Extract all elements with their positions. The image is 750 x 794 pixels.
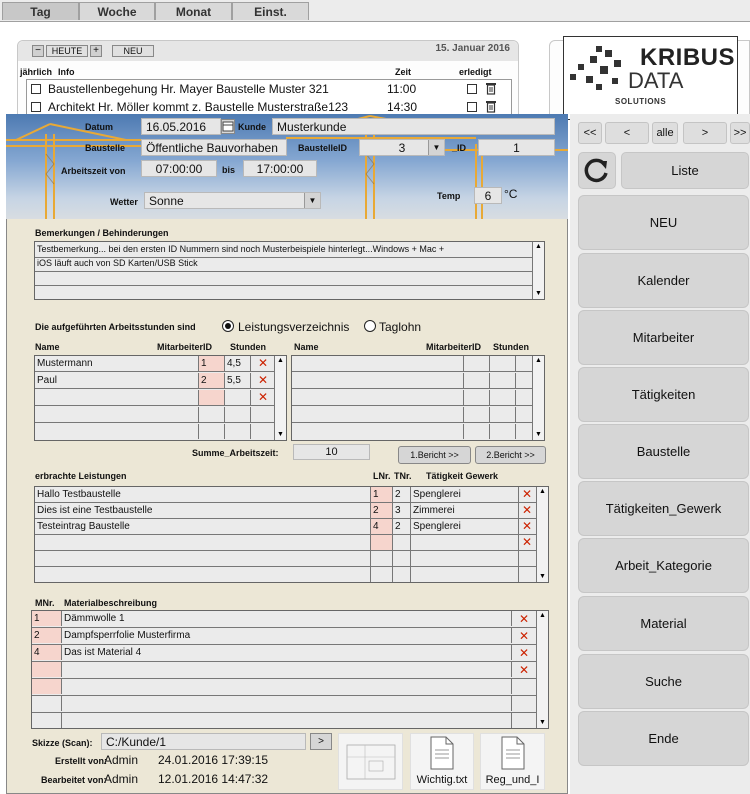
delete-x-icon[interactable]: ✕ (518, 612, 530, 626)
nav-all-button[interactable]: alle (652, 122, 678, 144)
hours-question: Die aufgeführten Arbeitsstunden sind (35, 322, 196, 332)
id-field[interactable]: 1 (478, 139, 555, 156)
erstellt-by: Admin (104, 753, 139, 767)
baustelle-button[interactable]: Baustelle (578, 424, 749, 479)
col-stunden: Stunden (493, 342, 529, 352)
entry-done-checkbox[interactable] (467, 84, 477, 94)
employee-id: 2 (199, 373, 225, 388)
col-materialbeschreibung: Materialbeschreibung (64, 598, 158, 608)
refresh-icon (579, 153, 615, 188)
col-mnr: MNr. (35, 598, 55, 608)
tab-tag[interactable]: Tag (2, 2, 79, 20)
table-row[interactable] (35, 373, 286, 389)
arbeitszeit-von-field[interactable]: 07:00:00 (141, 160, 217, 177)
bearbeitet-at: 12.01.2016 14:47:32 (158, 772, 269, 786)
nav-prev-button[interactable]: < (605, 122, 649, 144)
scroll-up-icon[interactable]: ▲ (277, 357, 284, 364)
scroll-down-icon[interactable]: ▼ (535, 431, 542, 438)
employee-name: Paul (35, 373, 199, 388)
service-text: Testeintrag Baustelle (35, 519, 371, 534)
calendar-entry-info[interactable]: Baustellenbegehung Hr. Mayer Baustelle Muster 321 (48, 82, 329, 96)
entry-repeat-checkbox[interactable] (31, 102, 41, 112)
tab-einst[interactable]: Einst. (232, 2, 309, 20)
col-lnr: LNr. (373, 471, 391, 481)
service-text: Hallo Testbaustelle (35, 487, 371, 502)
scroll-up-icon[interactable]: ▲ (535, 243, 542, 250)
kalender-button[interactable]: Kalender (578, 253, 749, 308)
mitarbeiter-button[interactable]: Mitarbeiter (578, 310, 749, 365)
logo-subtitle: DATA (628, 68, 684, 93)
employee-hours: 5,5 (225, 373, 251, 388)
scroll-up-icon[interactable]: ▲ (539, 488, 546, 495)
col-erledigt: erledigt (459, 67, 492, 77)
plus-button[interactable]: + (90, 45, 102, 57)
delete-x-icon[interactable]: ✕ (257, 390, 269, 404)
hours-right-scrollbar[interactable] (532, 356, 544, 440)
erstellt-label: Erstellt von: (55, 756, 108, 766)
delete-x-icon[interactable]: ✕ (521, 535, 533, 549)
baustelleid-label: BaustelleID (298, 143, 348, 153)
skizze-field[interactable]: C:/Kunde/1 (101, 733, 306, 750)
table-row[interactable] (35, 535, 548, 551)
baustelle-label: Baustelle (85, 143, 126, 153)
col-mitarbeiterid: MitarbeiterID (157, 342, 213, 352)
baustelle-field[interactable]: Öffentliche Bauvorhaben (141, 139, 287, 156)
suche-button[interactable]: Suche (578, 654, 749, 709)
service-gewerk: Spenglerei (411, 487, 519, 502)
table-row[interactable] (35, 503, 548, 519)
logo-title: KRIBUS (640, 44, 736, 71)
radio-leistungsverzeichnis[interactable] (222, 320, 234, 332)
remarks-title: Bemerkungen / Behinderungen (35, 228, 169, 238)
col-stunden: Stunden (230, 342, 266, 352)
delete-x-icon[interactable]: ✕ (521, 487, 533, 501)
hours-left-scrollbar[interactable] (274, 356, 286, 440)
taetigkeiten-button[interactable]: Tätigkeiten (578, 367, 749, 422)
table-row[interactable] (35, 487, 548, 503)
nav-last-button[interactable]: >> (730, 122, 750, 144)
services-table (34, 486, 549, 583)
datum-field[interactable]: 16.05.2016 (141, 118, 221, 135)
tab-woche[interactable]: Woche (79, 2, 155, 20)
table-row[interactable] (32, 611, 548, 628)
chevron-down-icon[interactable]: ▼ (304, 193, 320, 208)
service-text: Dies ist eine Testbaustelle (35, 503, 371, 518)
employee-hours: 4,5 (225, 356, 251, 371)
refresh-button[interactable] (578, 152, 616, 189)
material-scrollbar[interactable] (536, 611, 548, 728)
report2-button[interactable]: 2.Bericht >> (475, 446, 546, 464)
sketch-thumbnail[interactable] (338, 733, 403, 790)
tab-monat[interactable]: Monat (155, 2, 232, 20)
sum-label: Summe_Arbeitszeit: (192, 448, 279, 458)
calendar-date: 15. Januar 2016 (435, 43, 510, 54)
wetter-value: Sonne (149, 194, 184, 208)
entry-done-checkbox[interactable] (467, 102, 477, 112)
delete-x-icon[interactable]: ✕ (257, 356, 269, 370)
kribus-logo-icon (568, 44, 628, 94)
col-name: Name (294, 342, 319, 352)
sum-field: 10 (293, 444, 370, 460)
hours-table-right (291, 355, 545, 441)
service-tnr: 2 (393, 487, 411, 502)
arbeitszeit-label: Arbeitszeit von (61, 166, 126, 176)
material-desc: Dämmwolle 1 (62, 611, 512, 626)
remarks-scrollbar[interactable] (532, 242, 544, 299)
material-desc: Das ist Material 4 (62, 645, 512, 660)
material-nr: 2 (32, 628, 62, 643)
employee-id: 1 (199, 356, 225, 371)
ende-button[interactable]: Ende (578, 711, 749, 766)
employee-name: Mustermann (35, 356, 199, 371)
nav-next-button[interactable]: > (683, 122, 727, 144)
skizze-go-button[interactable]: > (310, 733, 332, 750)
table-row[interactable] (35, 390, 286, 406)
service-tnr: 2 (393, 519, 411, 534)
id-label: _ID (452, 143, 467, 153)
wetter-label: Wetter (110, 197, 138, 207)
neu-button[interactable]: NEU (578, 195, 749, 250)
file-name: Wichtig.txt (416, 774, 468, 786)
temp-unit: °C (504, 187, 518, 201)
col-tnr: TNr. (394, 471, 412, 481)
temp-field[interactable]: 6 (474, 187, 502, 204)
remarks-line: Testbemerkung... bei den ersten ID Nummern sind noch Musterbeispiele hinterlegt...Windows + Mac + (37, 244, 445, 254)
temp-label: Temp (437, 191, 461, 201)
table-row[interactable] (35, 519, 548, 535)
services-title: erbrachte Leistungen (35, 471, 127, 481)
col-info: Info (58, 67, 75, 77)
service-lnr: 2 (371, 503, 393, 518)
calendar-entry-time: 14:30 (387, 100, 418, 114)
table-row[interactable] (32, 645, 548, 662)
minus-button[interactable]: − (32, 45, 44, 57)
calendar-neu-button[interactable]: NEU (112, 45, 154, 57)
hours-table-left (34, 355, 287, 441)
col-name: Name (35, 342, 60, 352)
bearbeitet-label: Bearbeitet von: (41, 775, 107, 785)
entry-repeat-checkbox[interactable] (31, 84, 41, 94)
material-table (31, 610, 549, 729)
radio-taglohn[interactable] (364, 320, 376, 332)
col-gewerk: Tätigkeit Gewerk (426, 471, 499, 481)
scroll-down-icon[interactable]: ▼ (539, 573, 546, 580)
kunde-field[interactable]: Musterkunde (272, 118, 555, 135)
delete-x-icon[interactable]: ✕ (521, 519, 533, 533)
wetter-select[interactable] (144, 192, 321, 209)
bis-label: bis (222, 165, 236, 175)
service-lnr: 1 (371, 487, 393, 502)
document-icon (500, 736, 526, 770)
calendar-entry-info[interactable]: Architekt Hr. Möller kommt z. Baustelle Musterstraße123 (48, 100, 349, 114)
table-row[interactable] (32, 628, 548, 645)
heute-button[interactable]: HEUTE (46, 45, 88, 57)
calendar-entry-time: 11:00 (387, 82, 417, 96)
document-icon (429, 736, 455, 770)
remarks-textarea[interactable] (34, 241, 545, 300)
arbeitszeit-bis-field[interactable]: 17:00:00 (243, 160, 317, 177)
material-nr: 4 (32, 645, 62, 660)
bearbeitet-by: Admin (104, 772, 139, 786)
radio-leistungsverzeichnis-label: Leistungsverzeichnis (238, 320, 350, 334)
kunde-label: Kunde (238, 122, 266, 132)
file-name: Reg_und_I (485, 774, 540, 786)
services-scrollbar[interactable] (536, 487, 548, 582)
delete-x-icon[interactable]: ✕ (521, 503, 533, 517)
service-gewerk: Zimmerei (411, 503, 519, 518)
material-desc: Dampfsperrfolie Musterfirma (62, 628, 512, 643)
delete-x-icon[interactable]: ✕ (518, 629, 530, 643)
col-jaehrlich: jährlich (20, 67, 53, 77)
material-button[interactable]: Material (578, 596, 749, 651)
service-gewerk: Spenglerei (411, 519, 519, 534)
chevron-down-icon[interactable]: ▼ (428, 140, 444, 155)
taetigkeiten-gewerk-button[interactable]: Tätigkeiten_Gewerk (578, 481, 749, 536)
calendar-picker-icon[interactable] (221, 119, 235, 134)
baustelleid-value: 3 (398, 141, 406, 155)
nav-first-button[interactable]: << (578, 122, 602, 144)
skizze-label: Skizze (Scan): (32, 738, 93, 748)
erstellt-at: 24.01.2016 17:39:15 (158, 753, 269, 767)
trash-icon[interactable] (485, 100, 497, 113)
scroll-up-icon[interactable]: ▲ (535, 357, 542, 364)
delete-x-icon[interactable]: ✕ (518, 663, 530, 677)
service-tnr: 3 (393, 503, 411, 518)
trash-icon[interactable] (485, 82, 497, 95)
liste-button[interactable]: Liste (621, 152, 749, 189)
radio-taglohn-label: Taglohn (379, 320, 422, 334)
arbeit-kategorie-button[interactable]: Arbeit_Kategorie (578, 538, 749, 593)
logo-solutions: SOLUTIONS (615, 97, 667, 106)
scroll-down-icon[interactable]: ▼ (535, 290, 542, 297)
scroll-up-icon[interactable]: ▲ (539, 612, 546, 619)
material-nr: 1 (32, 611, 62, 626)
datum-label: Datum (85, 122, 114, 132)
file-tile[interactable] (480, 733, 545, 790)
scroll-down-icon[interactable]: ▼ (277, 431, 284, 438)
delete-x-icon[interactable]: ✕ (257, 373, 269, 387)
scroll-down-icon[interactable]: ▼ (539, 719, 546, 726)
report1-button[interactable]: 1.Bericht >> (398, 446, 471, 464)
remarks-line: iOS läuft auch von SD Karten/USB Stick (37, 258, 198, 268)
table-row[interactable] (35, 356, 286, 372)
col-zeit: Zeit (395, 67, 412, 77)
col-mitarbeiterid: MitarbeiterID (426, 342, 482, 352)
table-row[interactable] (32, 662, 548, 679)
service-lnr: 4 (371, 519, 393, 534)
file-tile[interactable] (410, 733, 474, 790)
delete-x-icon[interactable]: ✕ (518, 646, 530, 660)
